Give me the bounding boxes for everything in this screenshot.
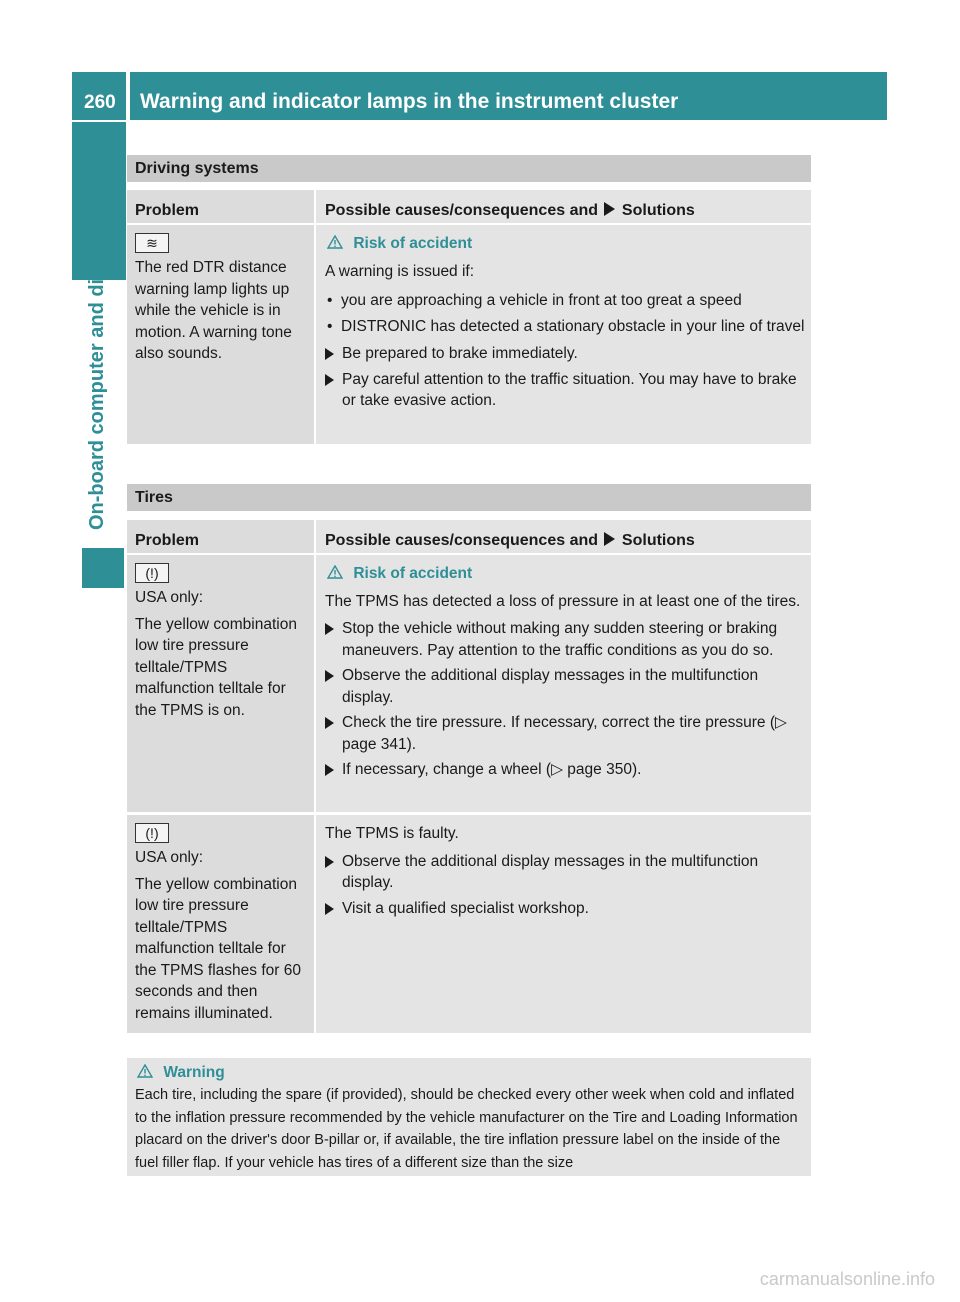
arrow-icon bbox=[604, 532, 615, 546]
list-item: • you are approaching a vehicle in front at too great a speed bbox=[327, 292, 742, 309]
col-header-problem: Problem bbox=[127, 190, 314, 223]
step-arrow-icon bbox=[325, 856, 334, 868]
chapter-title: Warning and indicator lamps in the instrument cluster bbox=[140, 90, 679, 113]
warning-title: Warning bbox=[163, 1064, 225, 1081]
page-number: 260 bbox=[84, 92, 116, 113]
step-item: Stop the vehicle without making any sudden steering or braking maneuvers. Pay attention to the traffic conditions as you do so. bbox=[325, 618, 805, 661]
sidebar-marker bbox=[82, 548, 124, 588]
watermark: carmanualsonline.info bbox=[759, 1269, 935, 1289]
section-title: Driving systems bbox=[135, 160, 259, 177]
chapter-header bbox=[130, 72, 887, 120]
problem-text: The yellow combination low tire pressure telltale/TPMS malfunction telltale for the TPMS is on. bbox=[135, 615, 297, 719]
risk-heading bbox=[327, 233, 805, 255]
step-arrow-icon bbox=[325, 348, 334, 360]
col-header-solutions-post: Solutions bbox=[621, 202, 695, 219]
table-header-row bbox=[127, 520, 811, 553]
warning-triangle-icon bbox=[327, 235, 343, 249]
step-arrow-icon bbox=[325, 623, 334, 635]
risk-label: Risk of accident bbox=[353, 565, 473, 582]
col-header-solutions bbox=[316, 190, 811, 223]
tire-pressure-lamp-icon: (!) bbox=[135, 823, 169, 843]
table-row bbox=[127, 225, 811, 444]
step-item: Visit a qualified specialist workshop. bbox=[325, 898, 805, 920]
warning-triangle-icon bbox=[327, 565, 343, 579]
warning-text: Each tire, including the spare (if provided), should be checked every other week when cold and inflated to the inflation pressure recommended by the vehicle manufacturer on the Tire and Loading Information placard on the driver's door B-pillar or, if available, the tire inflation pressure label on the inside of the fuel filler flap. If your vehicle has tires of a different size than the size bbox=[135, 1087, 798, 1171]
table-row bbox=[127, 815, 811, 1033]
step-item: Check the tire pressure. If necessary, correct the tire pressure (▷ page 341). bbox=[325, 712, 805, 755]
solution-cell bbox=[316, 815, 811, 1033]
table-row bbox=[127, 555, 811, 812]
tire-pressure-lamp-icon: (!) bbox=[135, 563, 169, 583]
col-header-problem: Problem bbox=[127, 520, 314, 553]
section-title: Tires bbox=[135, 489, 173, 506]
step-item: If necessary, change a wheel (▷ page 350). bbox=[325, 759, 805, 781]
section-heading-tires bbox=[127, 484, 811, 511]
step-item: Observe the additional display messages in the multifunction display. bbox=[325, 851, 805, 894]
step-arrow-icon bbox=[325, 670, 334, 682]
arrow-icon bbox=[604, 202, 615, 216]
usa-only-label: USA only: bbox=[135, 849, 204, 866]
intro-text: The TPMS has detected a loss of pressure in at least one of the tires. bbox=[325, 592, 801, 610]
col-header-solutions-post: Solutions bbox=[621, 532, 695, 549]
sidebar-label: On-board computer and displays bbox=[86, 216, 108, 530]
step-item: Be prepared to brake immediately. bbox=[325, 343, 805, 365]
step-arrow-icon bbox=[325, 764, 334, 776]
solution-cell bbox=[316, 555, 811, 812]
step-arrow-icon bbox=[325, 717, 334, 729]
problem-text: The red DTR distance warning lamp lights up while the vehicle is in motion. A warning tone also sounds. bbox=[135, 259, 292, 362]
warning-box bbox=[127, 1058, 811, 1176]
page-number-tab bbox=[72, 72, 126, 120]
step-arrow-icon bbox=[325, 374, 334, 386]
warning-heading bbox=[137, 1064, 803, 1082]
list-item: • DISTRONIC has detected a stationary obstacle in your line of travel bbox=[327, 317, 805, 335]
step-item: Observe the additional display messages in the multifunction display. bbox=[325, 665, 805, 708]
col-header-solutions-pre: Possible causes/consequences and bbox=[325, 202, 599, 219]
col-header-solutions-pre: Possible causes/consequences and bbox=[325, 532, 599, 549]
step-item: Pay careful attention to the traffic situation. You may have to brake or take evasive action. bbox=[325, 369, 805, 412]
risk-heading bbox=[327, 563, 805, 585]
risk-label: Risk of accident bbox=[353, 235, 473, 252]
warning-triangle-icon bbox=[137, 1064, 153, 1078]
problem-cell bbox=[127, 815, 314, 1033]
table-header-row bbox=[127, 190, 811, 223]
intro-text: A warning is issued if: bbox=[325, 262, 475, 280]
distance-warning-lamp-icon: ≋ bbox=[135, 233, 169, 253]
problem-cell bbox=[127, 555, 314, 812]
problem-text: The yellow combination low tire pressure telltale/TPMS malfunction telltale for the TPMS flashes for 60 seconds and then remains illuminated. bbox=[135, 875, 301, 1022]
solution-cell bbox=[316, 225, 811, 444]
col-header-solutions bbox=[316, 520, 811, 553]
problem-cell bbox=[127, 225, 314, 444]
section-heading-driving-systems bbox=[127, 155, 811, 182]
usa-only-label: USA only: bbox=[135, 589, 204, 606]
intro-text: The TPMS is faulty. bbox=[325, 825, 459, 842]
step-arrow-icon bbox=[325, 903, 334, 915]
